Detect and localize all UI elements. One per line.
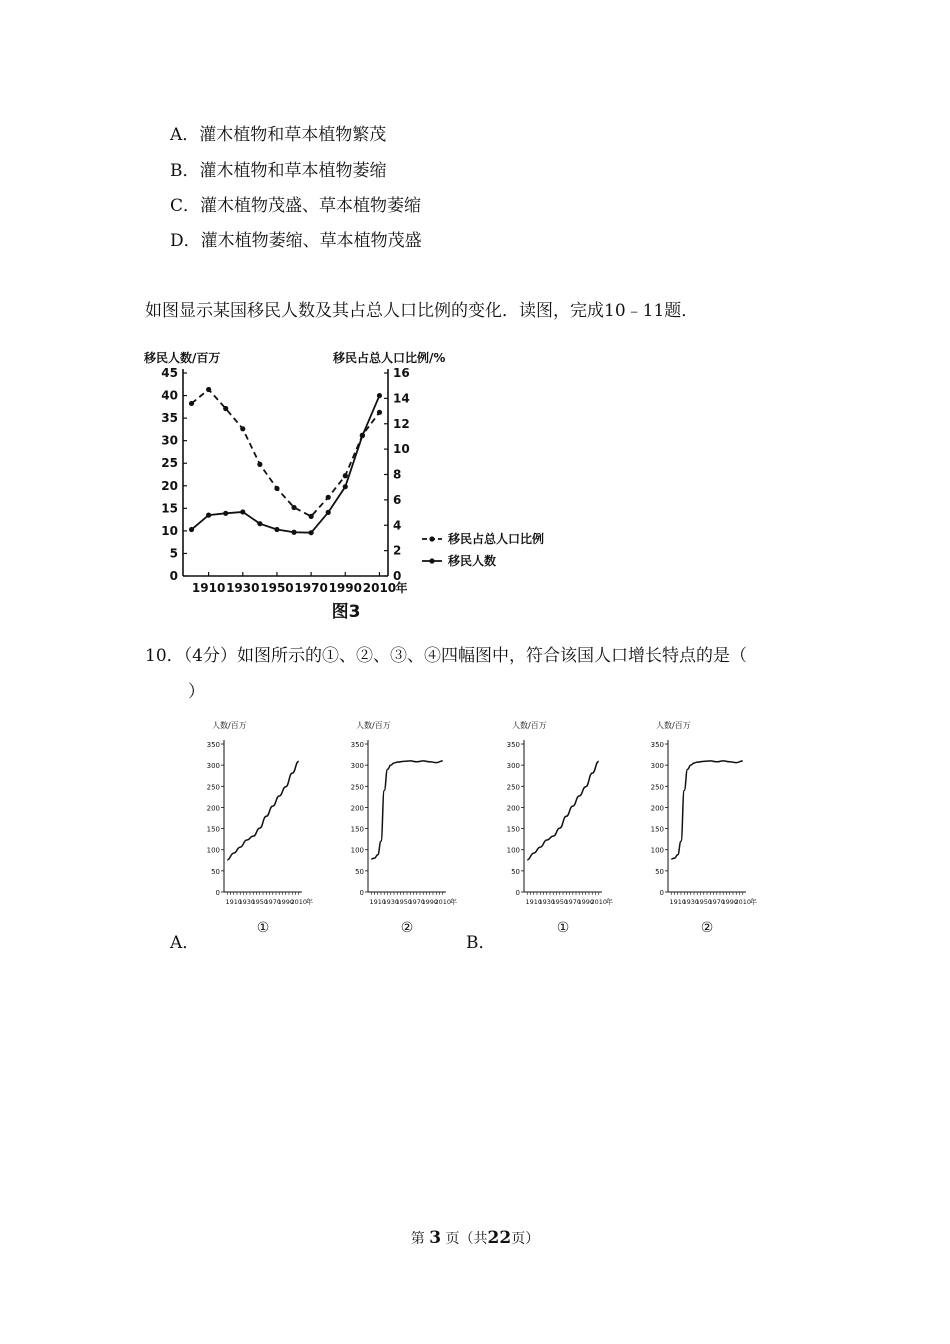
small-x-tick-label: 2010: [290, 898, 308, 906]
small-y-tick-label: 50: [655, 867, 664, 876]
small-x-tick-label: 1970: [408, 898, 426, 906]
ratio-point: [223, 406, 228, 411]
small-y-tick-label: 50: [355, 867, 364, 876]
small-x-tick-label: 1950: [551, 898, 569, 906]
legend-ratio-marker: [429, 536, 434, 541]
small-x-tick-label: 1910: [669, 898, 687, 906]
small-y-tick-label: 100: [206, 846, 220, 855]
left-tick-label: 40: [161, 388, 178, 403]
small-x-axis-label: 年: [606, 898, 613, 906]
ratio-point: [257, 462, 262, 467]
small-x-tick-label: 1930: [538, 898, 556, 906]
ratio-point: [189, 401, 194, 406]
option-c: C．灌木植物茂盛、草本植物萎缩: [170, 196, 422, 216]
small-x-axis-label: 年: [750, 898, 757, 906]
small-y-label: 人数/百万: [212, 721, 247, 730]
small-y-tick-label: 100: [650, 846, 664, 855]
option-a: A．灌木植物和草本植物繁茂: [170, 125, 387, 145]
right-tick-label: 8: [393, 467, 402, 482]
chart-title: 图3: [331, 602, 361, 622]
small-chart-a2: [340, 712, 460, 942]
count-point: [360, 433, 365, 438]
left-tick-label: 5: [169, 546, 178, 561]
count-point: [343, 484, 348, 489]
small-y-tick-label: 0: [215, 889, 220, 897]
left-tick-label: 10: [161, 523, 178, 538]
count-series-line: [192, 396, 380, 533]
migration-chart: [138, 345, 568, 627]
small-x-tick-label: 1970: [708, 898, 726, 906]
ratio-series-line: [192, 389, 380, 516]
small-x-tick-label: 2010: [590, 898, 608, 906]
small-y-tick-label: 200: [506, 804, 520, 813]
count-point: [223, 511, 228, 516]
small-y-tick-label: 0: [515, 889, 520, 897]
x-tick-label: 1990: [328, 581, 362, 595]
count-point: [189, 527, 194, 532]
left-tick-label: 0: [169, 569, 178, 583]
ratio-point: [274, 486, 279, 491]
small-x-tick-label: 1930: [682, 898, 700, 906]
right-tick-label: 12: [393, 416, 410, 431]
small-y-tick-label: 200: [350, 804, 364, 813]
right-tick-label: 0: [393, 569, 402, 583]
count-point: [257, 521, 262, 526]
small-y-tick-label: 300: [350, 762, 364, 771]
right-axis-label: 移民占总人口比例/%: [333, 351, 446, 365]
small-y-tick-label: 350: [506, 741, 520, 749]
small-chart-b1: [496, 712, 616, 942]
question-10: 10．（4分）如图所示的①、②、③、④四幅图中，符合该国人口增长特点的是（: [145, 646, 747, 666]
right-tick-label: 10: [393, 442, 410, 457]
small-y-tick-label: 100: [350, 846, 364, 855]
small-x-tick-label: 1990: [577, 898, 595, 906]
small-x-tick-label: 1950: [251, 898, 269, 906]
small-x-tick-label: 1950: [695, 898, 713, 906]
count-point: [309, 530, 314, 535]
x-tick-label: 2010: [362, 581, 397, 595]
small-chart-b2: [640, 712, 760, 942]
small-y-label: 人数/百万: [656, 721, 691, 730]
intro-text: 如图显示某国移民人数及其占总人口比例的变化．读图，完成10﹣11题．: [145, 301, 699, 321]
right-tick-label: 4: [393, 518, 402, 533]
small-x-axis-label: 年: [306, 898, 313, 906]
small-y-tick-label: 150: [206, 825, 220, 834]
left-tick-label: 35: [161, 411, 178, 426]
page-footer: 第 3 页（共22页）: [410, 1228, 540, 1248]
legend-count-label: 移民人数: [448, 554, 497, 568]
x-axis-label: 年: [395, 581, 408, 595]
small-y-tick-label: 150: [650, 825, 664, 834]
small-y-tick-label: 50: [211, 867, 220, 876]
small-x-tick-label: 2010: [434, 898, 452, 906]
count-point: [291, 530, 296, 535]
small-x-tick-label: 1990: [721, 898, 739, 906]
x-tick-label: 1930: [226, 581, 260, 595]
small-chart-title: ②: [400, 920, 414, 936]
legend-count-marker: [429, 558, 434, 563]
small-chart-title: ①: [256, 920, 270, 936]
answer-label-a: A．: [170, 933, 200, 953]
ratio-point: [291, 505, 296, 510]
small-chart-title: ②: [700, 920, 714, 936]
small-x-axis-label: 年: [450, 898, 457, 906]
right-tick-label: 6: [393, 492, 402, 507]
small-y-tick-label: 300: [206, 762, 220, 771]
small-series-line: [227, 761, 299, 860]
left-tick-label: 45: [161, 366, 178, 380]
small-x-tick-label: 1990: [277, 898, 295, 906]
small-y-tick-label: 250: [506, 783, 520, 792]
count-point: [377, 393, 382, 398]
small-chart-a1: [196, 712, 316, 942]
x-tick-label: 1950: [260, 581, 294, 595]
small-series-line: [371, 761, 443, 859]
main-plot-area: [161, 366, 544, 595]
small-series-line: [527, 761, 599, 860]
left-tick-label: 25: [161, 456, 178, 471]
ratio-point: [309, 514, 314, 519]
count-point: [240, 509, 245, 514]
ratio-point: [377, 410, 382, 415]
small-x-tick-label: 1930: [382, 898, 400, 906]
ratio-point: [326, 495, 331, 500]
small-y-tick-label: 0: [659, 889, 664, 897]
left-axis-label: 移民人数/百万: [144, 351, 221, 365]
option-b: B．灌木植物和草本植物萎缩: [170, 161, 387, 181]
ratio-point: [206, 387, 211, 392]
small-y-tick-label: 350: [206, 741, 220, 749]
small-y-tick-label: 100: [506, 846, 520, 855]
small-y-tick-label: 250: [650, 783, 664, 792]
small-x-tick-label: 1990: [421, 898, 439, 906]
small-y-tick-label: 200: [206, 804, 220, 813]
small-y-tick-label: 250: [350, 783, 364, 792]
answer-label-b: B．: [466, 933, 496, 953]
small-x-tick-label: 1910: [369, 898, 387, 906]
small-x-tick-label: 2010: [734, 898, 752, 906]
right-tick-label: 14: [393, 391, 410, 406]
option-d: D．灌木植物萎缩、草本植物茂盛: [170, 231, 422, 251]
small-y-tick-label: 150: [350, 825, 364, 834]
small-y-label: 人数/百万: [356, 721, 391, 730]
small-x-tick-label: 1910: [225, 898, 243, 906]
legend-ratio-label: 移民占总人口比例: [448, 532, 545, 546]
small-x-tick-label: 1910: [525, 898, 543, 906]
small-series-line: [671, 761, 743, 859]
question-10-cont: ）: [188, 682, 205, 702]
count-point: [274, 527, 279, 532]
count-point: [326, 510, 331, 515]
x-tick-label: 1970: [294, 581, 328, 595]
small-x-tick-label: 1970: [564, 898, 582, 906]
ratio-point: [240, 426, 245, 431]
x-tick-label: 1910: [191, 581, 226, 595]
small-y-tick-label: 200: [650, 804, 664, 813]
small-y-tick-label: 350: [350, 741, 364, 749]
small-chart-title: ①: [556, 920, 570, 936]
small-y-tick-label: 50: [511, 867, 520, 876]
small-x-tick-label: 1930: [238, 898, 256, 906]
left-tick-label: 20: [161, 478, 178, 493]
small-y-label: 人数/百万: [512, 721, 547, 730]
small-y-tick-label: 300: [506, 762, 520, 771]
small-y-tick-label: 250: [206, 783, 220, 792]
count-point: [206, 513, 211, 518]
left-tick-label: 30: [161, 433, 178, 448]
small-y-tick-label: 0: [359, 889, 364, 897]
small-y-tick-label: 150: [506, 825, 520, 834]
right-tick-label: 16: [393, 366, 410, 380]
ratio-point: [343, 473, 348, 478]
right-tick-label: 2: [393, 543, 402, 558]
left-tick-label: 15: [161, 501, 178, 516]
small-y-tick-label: 350: [650, 741, 664, 749]
small-x-tick-label: 1950: [395, 898, 413, 906]
small-x-tick-label: 1970: [264, 898, 282, 906]
small-y-tick-label: 300: [650, 762, 664, 771]
